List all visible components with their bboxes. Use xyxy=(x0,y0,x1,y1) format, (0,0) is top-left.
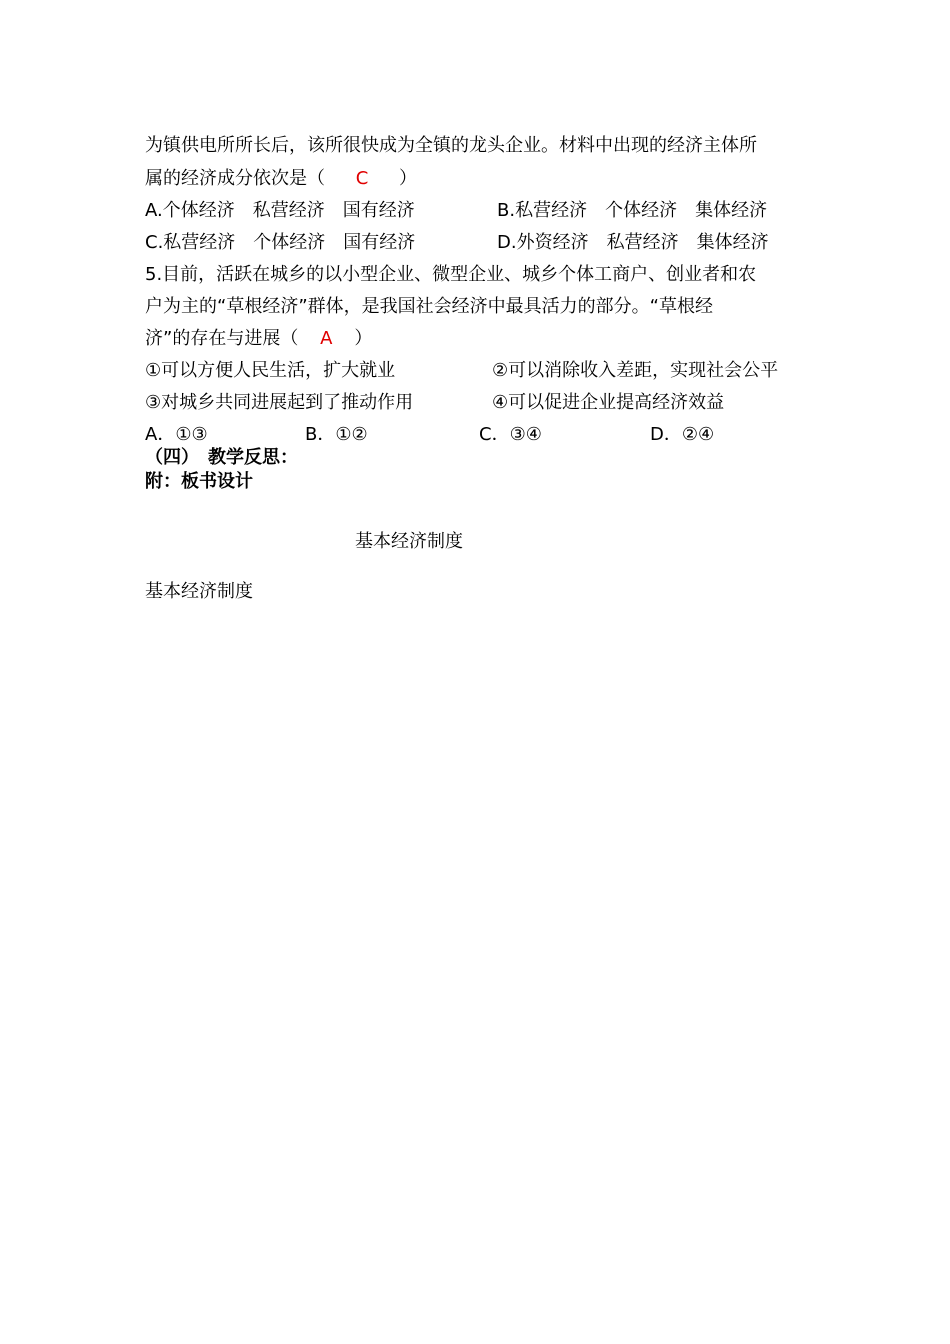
q4-answer: C xyxy=(355,168,369,189)
q5-stem-prefix: 济”的存在与进展（ xyxy=(145,328,299,349)
q5-stem-suffix: ） xyxy=(354,328,373,349)
q5-stem-line2: 户为主的“草根经济”群体，是我国社会经济中最具活力的部分。“草根经 xyxy=(145,296,713,317)
q5-item-3: ③对城乡共同进展起到了推动作用 xyxy=(145,392,414,413)
appendix-heading: 附：板书设计 xyxy=(145,471,253,492)
q4-stem-line1: 为镇供电所所长后，该所很快成为全镇的龙头企业。材料中出现的经济主体所 xyxy=(145,135,757,156)
q5-stem-line1: 5.目前，活跃在城乡的以小型企业、微型企业、城乡个体工商户、创业者和农 xyxy=(145,264,757,285)
q4-stem-line2 xyxy=(145,167,417,191)
q4-option-d: D.外资经济 私营经济 集体经济 xyxy=(497,232,769,253)
q4-stem-prefix: 属的经济成分依次是（ xyxy=(145,168,325,189)
reflection-heading: （四） 教学反思： xyxy=(145,447,298,468)
board-design-title: 基本经济制度 xyxy=(355,531,463,552)
q5-answer: A xyxy=(320,328,333,349)
q5-item-1: ①可以方便人民生活，扩大就业 xyxy=(145,360,396,381)
q4-option-b: B.私营经济 个体经济 集体经济 xyxy=(497,200,768,221)
q5-choice-d: D．②④ xyxy=(650,424,715,445)
q5-choice-c: C．③④ xyxy=(479,424,542,445)
q5-choice-a: A．①③ xyxy=(145,424,208,445)
q5-stem-line3 xyxy=(145,327,372,351)
q4-stem-suffix: ） xyxy=(399,168,417,189)
q4-option-c: C.私营经济 个体经济 国有经济 xyxy=(145,232,416,253)
q4-option-a: A.个体经济 私营经济 国有经济 xyxy=(145,200,415,221)
q5-item-4: ④可以促进企业提高经济效益 xyxy=(492,392,725,413)
board-design-left-heading: 基本经济制度 xyxy=(145,581,253,602)
q5-item-2: ②可以消除收入差距，实现社会公平 xyxy=(492,360,779,381)
q5-choice-b: B．①② xyxy=(305,424,368,445)
